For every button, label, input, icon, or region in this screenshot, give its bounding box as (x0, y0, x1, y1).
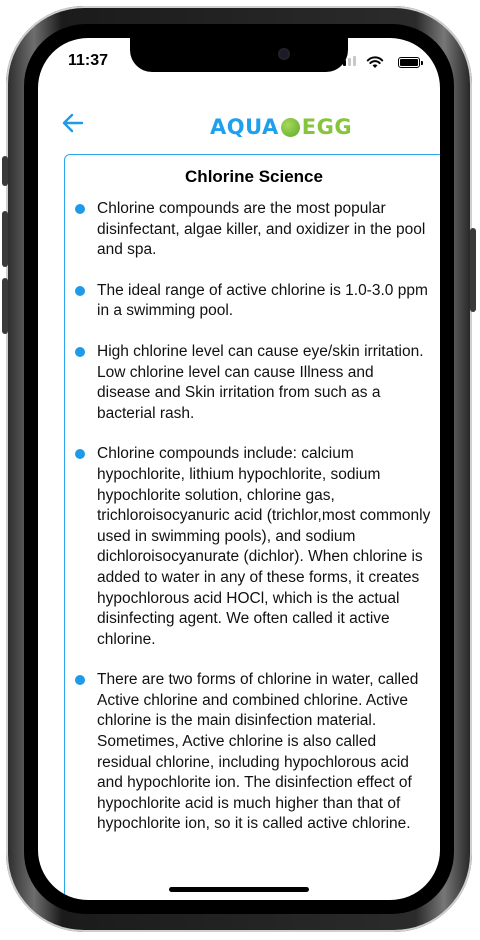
list-item (75, 444, 431, 650)
logo-text-egg: EGG (301, 115, 353, 139)
list-item-text: High chlorine level can cause eye/skin irritation. Low chlorine level can cause Illness and disease and Skin irritation from such as a bacterial rash. (97, 342, 424, 422)
notch (130, 38, 348, 72)
list-item-text: There are two forms of chlorine in water, called Active chlorine and combined chlorine. Active chlorine is the main disinfection material. Sometimes, Active chlorine is also called residual chlorine, including hypochlorous acid and hypochlorite ion. The disinfection effect of hypochlorite acid is much higher than that of hypochlorite ion, so it is called active chlorine. (97, 671, 419, 833)
bullet-icon (75, 204, 85, 214)
bullet-icon (75, 449, 85, 459)
list-item (75, 670, 431, 835)
bullet-icon (75, 347, 85, 357)
volume-down-button (2, 278, 8, 334)
bullet-icon (75, 286, 85, 296)
list-item-text: Chlorine compounds are the most popular disinfectant, algae killer, and oxidizer in the pool and spa. (97, 200, 426, 259)
list-item (75, 199, 431, 261)
status-time: 11:37 (68, 52, 109, 69)
content-card (64, 154, 440, 900)
bullet-icon (75, 675, 85, 685)
bezel (24, 24, 454, 914)
phone-frame (6, 6, 472, 932)
battery-icon (398, 57, 420, 68)
front-camera (278, 48, 290, 60)
wifi-icon (366, 55, 384, 69)
back-arrow-icon[interactable] (60, 110, 86, 136)
list-item-text: The ideal range of active chlorine is 1.0-3.0 ppm in a swimming pool. (97, 281, 428, 320)
page-title: Chlorine Science (185, 167, 323, 186)
list-item (75, 281, 431, 322)
egg-icon (281, 118, 300, 137)
list-item (75, 342, 431, 424)
info-list (75, 199, 431, 855)
home-indicator[interactable] (169, 887, 309, 892)
app-logo (210, 115, 352, 139)
power-button (470, 228, 476, 312)
screen (38, 38, 440, 900)
volume-up-button (2, 211, 8, 267)
list-item-text: Chlorine compounds include: calcium hypochlorite, lithium hypochlorite, sodium hypochlorite solution, chlorine gas, trichloroisocyanuric acid (trichlor,most commonly used in swimming pools), and sodium dichloroisocyanurate (dichlor). When chlorine is added to water in any of these forms, it creates hypochlorous acid HOCl, which is the actual disinfecting agent. We often called it active chlorine. (97, 445, 431, 648)
mute-switch (2, 156, 8, 186)
logo-text-aqua: AQUA (210, 115, 279, 139)
